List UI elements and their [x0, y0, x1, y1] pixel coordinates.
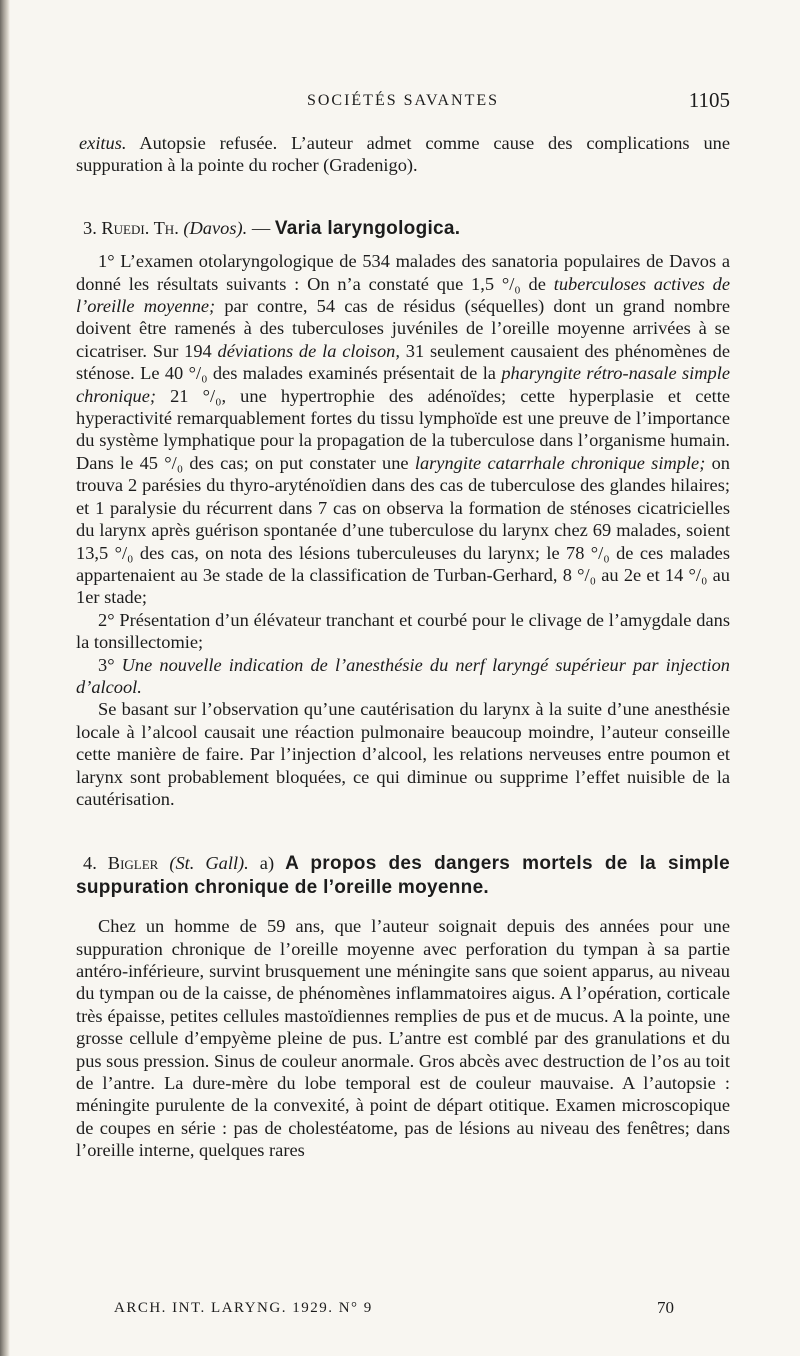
entry-4-author: Bigler — [107, 853, 159, 874]
entry-4-sub: a) — [248, 853, 286, 874]
journal-reference: ARCH. INT. LARYNG. 1929. N° 9 — [114, 1300, 373, 1316]
page-number: 1105 — [688, 88, 730, 112]
article-body — [76, 132, 730, 1162]
spacer — [76, 810, 730, 840]
page-binding-shadow — [0, 0, 10, 1356]
intro-text: Autopsie refusée. L’auteur admet comme cause des complications une suppuration à la pointe du rocher (Gradenigo). — [76, 133, 730, 176]
entry-4-place: (St. Gall). — [169, 853, 249, 874]
entry-3-paragraph-2: 2° Présentation d’un élévateur tranchant et courbé pour le clivage de l’amygdale dans la tonsillectomie; — [76, 609, 730, 653]
running-head: SOCIÉTÉS SAVANTES — [306, 92, 500, 109]
entry-3-heading — [76, 217, 730, 240]
intro-paragraph — [76, 132, 730, 177]
italic-run: laryngite catarrhale chronique simple; — [414, 452, 706, 473]
entry-3-title: Varia laryngologica. — [274, 217, 461, 239]
intro-italic: exitus. — [79, 133, 127, 153]
entry-4-title: A propos des dangers mortels de la simple suppuration chronique de l’oreille moyenne. — [76, 853, 731, 898]
entry-4-paragraph: Chez un homme de 59 ans, que l’auteur soignait depuis des années pour une suppuration chronique de l’oreille moyenne avec perforation du tympan à sa partie antéro-inférieure, survint brusquement une méningite sans que soient apparus, au niveau du tympan ou de la caisse, de phénomènes inflammatoires aigus. A l’opération, corticale très épaisse, petites cellules mastoïdiennes remplies de pus et de mucus. A la pointe, une grosse cellule d’empyème pleine de pus. L’antre est comblé par des granulations et du pus sous pression. Sinus de couleur anormale. Gros abcès avec destruction de l’os au toit de l’antre. La dure-mère du lobe temporal est de couleur mauvaise. A l’autopsie : méningite purulente de la convexité, à point de départ otitique. Examen microscopique de coupes en série : pas de cholestéatome, pas de lésions au niveau des fenêtres; dans l’oreille interne, quelques rares — [76, 916, 730, 1161]
page-footer — [114, 1298, 674, 1322]
italic-run: déviations de la cloison, — [217, 340, 400, 361]
italic-run: pharyngite rétro-nasale simple chronique; — [76, 363, 730, 406]
text-run: on trouva 2 parésies du thyro-aryténoïdien dans des cas de tuberculose des glandes hilaires; et 1 paralysie du récurrent dans 7 cas on observa la formation de sténoses cicatricielles du larynx après guérison spontanée d’une tuberculose du larynx chez 69 malades, soient 13,5 °/₀ des cas, on nota des lésions tuberculeuses du larynx; le 78 °/₀ de ces malades appartenaient au 3e stade de la classification de Turban-Gerhard, 8 °/₀ au 2e et 14 °/₀ au 1er stade; — [76, 452, 730, 608]
italic-run: tuberculoses actives de l’oreille moyenne; — [76, 273, 731, 317]
text-run: par contre, 54 cas de résidus (séquelles) dont un grand nombre doivent être ramenés à des tuberculoses juvéniles de l’oreille moyenne arrivées à se cicatriser. Sur 194 — [76, 296, 730, 361]
entry-3-author: Ruedi. Th. — [101, 217, 179, 238]
entry-4-heading — [76, 852, 730, 899]
spacer — [76, 177, 730, 205]
text-run: 1° L’examen otolaryngologique de 534 malades des sanatoria populaires de Davos a donné les résultats suivants : On n’a constaté que 1,5 °/₀ de — [76, 251, 730, 294]
entry-3-dash: — — [247, 217, 275, 238]
item-number: 3° — [98, 654, 122, 675]
sheet-number: 70 — [657, 1298, 674, 1317]
entry-3-paragraph-1 — [76, 250, 730, 609]
entry-3-paragraph-4: Se basant sur l’observation qu’une cautérisation du larynx à la suite d’une anesthésie locale à l’alcool causait une réaction pulmonaire beaucoup moindre, l’auteur conseille cette manière de faire. Par l’injection d’alcool, les relations nerveuses entre poumon et larynx sont probablement bloquées, ce qui diminue ou supprime l’effet nuisible de la cautérisation. — [76, 699, 730, 809]
italic-run: Une nouvelle indication de l’anesthésie du nerf laryngé supérieur par injection d’alcool. — [76, 654, 730, 697]
text-run: 21 °/₀, une hypertrophie des adénoïdes; cette hyperplasie et cette hyperactivité remarquablement fortes du tissu lymphoïde est une preuve de l’importance du système lymphatique pour la propagation de la tuberculose dans l’organisme humain. Dans le 45 °/₀ des cas; on put constater une — [76, 385, 730, 473]
text-run: 31 seulement causaient des phénomènes de sténose. Le 40 °/₀ des malades examinés présentait de la — [76, 340, 730, 384]
page-header — [76, 88, 730, 118]
entry-3-paragraph-3 — [76, 654, 730, 699]
entry-3-place: (Davos). — [183, 217, 248, 238]
entry-4-number: 4. — [83, 853, 108, 874]
entry-3-number: 3. — [83, 217, 102, 238]
